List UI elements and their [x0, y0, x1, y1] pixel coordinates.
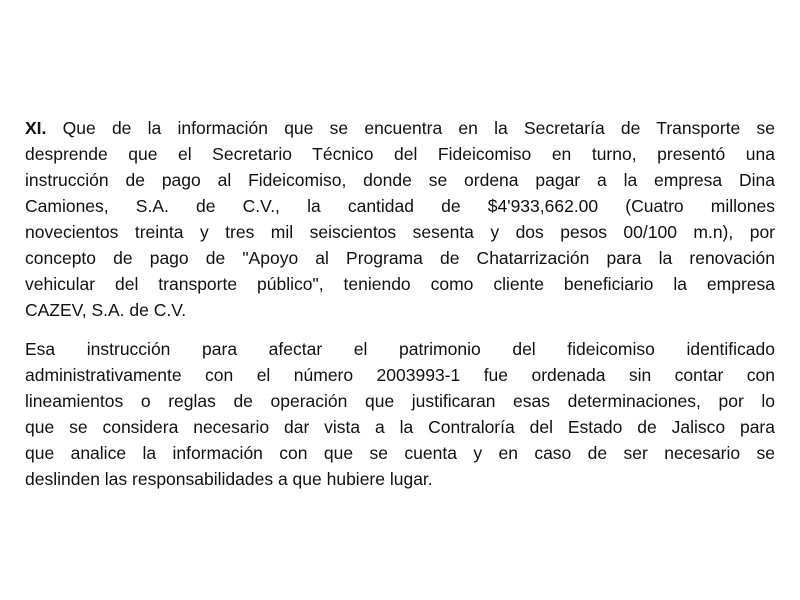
- paragraph-line: novecientos treinta y tres mil seiscientos sesenta y dos pesos 00/100 m.n), por: [25, 222, 775, 242]
- paragraph-line: que analice la información con que se cuenta y en caso de ser necesario se: [25, 443, 775, 463]
- paragraph-line: [25, 115, 775, 141]
- paragraph-line: vehicular del transporte público", teniendo como cliente beneficiario la empresa: [25, 274, 775, 294]
- paragraph-line-text: Que de la información que se encuentra en la Secretaría de Transporte se: [46, 118, 775, 138]
- paragraph-line: Camiones, S.A. de C.V., la cantidad de $4'933,662.00 (Cuatro millones: [25, 196, 775, 216]
- paragraph-line: Esa instrucción para afectar el patrimonio del fideicomiso identificado: [25, 339, 775, 359]
- paragraph-line: instrucción de pago al Fideicomiso, donde se ordena pagar a la empresa Dina: [25, 170, 775, 190]
- paragraph-instruction: [25, 336, 775, 492]
- paragraph-line: CAZEV, S.A. de C.V.: [25, 300, 187, 320]
- paragraph-line: administrativamente con el número 2003993-1 fue ordenada sin contar con: [25, 365, 775, 385]
- paragraph-line: desprende que el Secretario Técnico del Fideicomiso en turno, presentó una: [25, 144, 775, 164]
- paragraph-line: que se considera necesario dar vista a la Contraloría del Estado de Jalisco para: [25, 417, 775, 437]
- paragraph-section-xi: [25, 115, 775, 323]
- paragraph-line: concepto de pago de "Apoyo al Programa de Chatarrización para la renovación: [25, 248, 775, 268]
- paragraph-line: lineamientos o reglas de operación que justificaran esas determinaciones, por lo: [25, 391, 775, 411]
- paragraph-line: deslinden las responsabilidades a que hubiere lugar.: [25, 469, 433, 489]
- section-number: XI.: [25, 118, 47, 138]
